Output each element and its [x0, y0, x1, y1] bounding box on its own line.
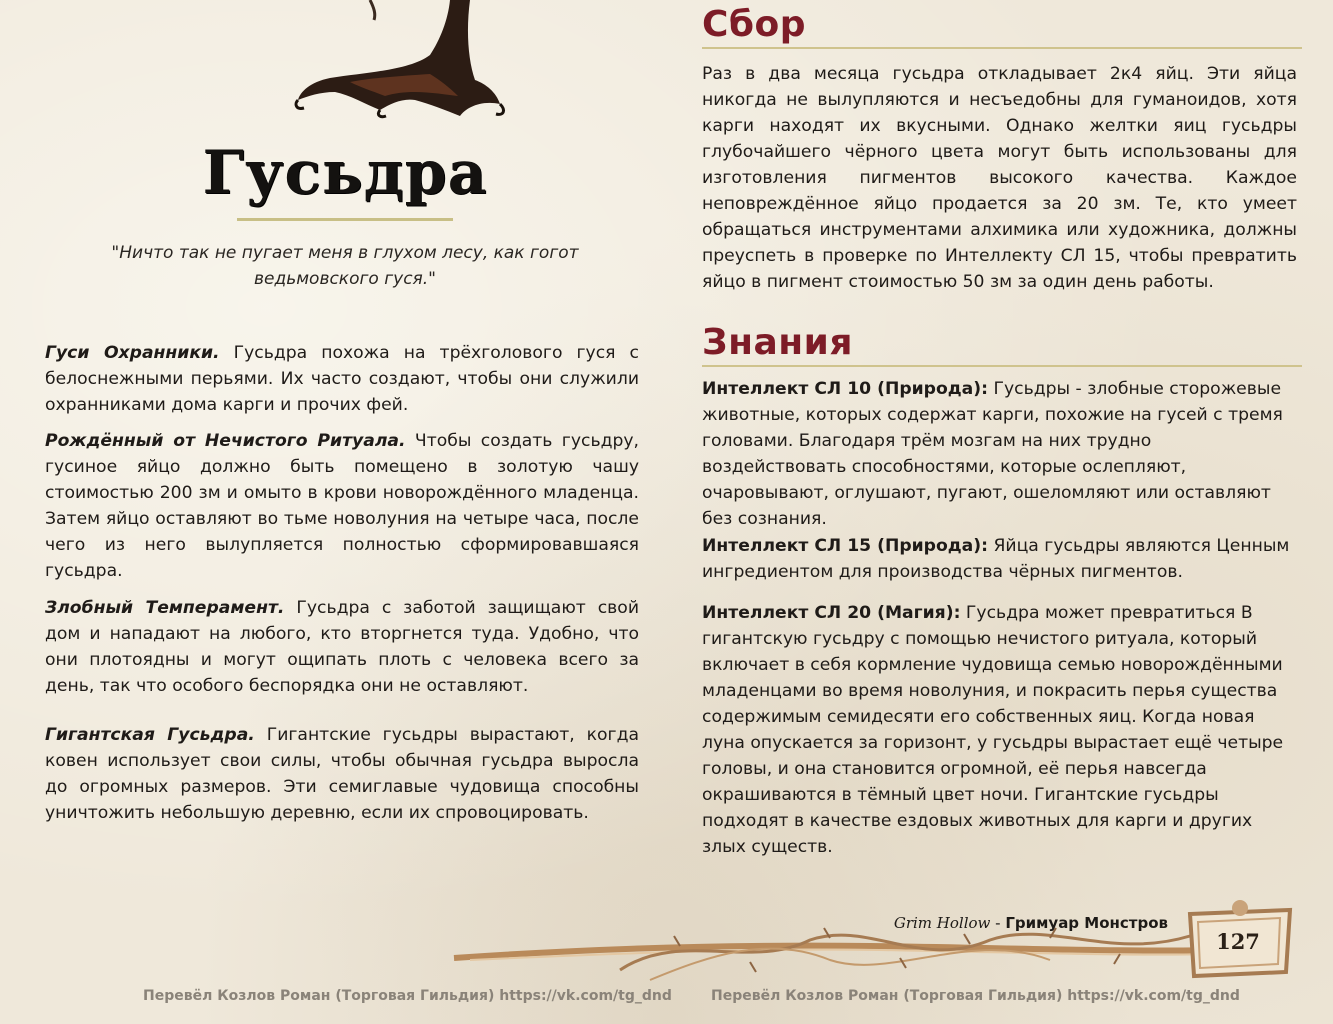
paragraph-vicious-temper — [45, 595, 639, 699]
lore-heading: Знания — [702, 322, 853, 363]
lore-label: Интеллект СЛ 20 (Магия): — [702, 603, 961, 623]
lore-entry-dc10 — [702, 376, 1297, 532]
harvest-text: Раз в два месяца гусьдра откладывает 2к4 яйц. Эти яйца никогда не вылупляются и несъедобны для гуманоидов, хотя карги находят их вкусными. Однако желтки яиц гусьдры глубочайшего чёрного цвета могут быть использованы для изготовления пигментов высокого качества. Каждое неповреждённое яйцо продается за 20 зм. Те, кто умеет обращаться инструментами алхимика или художника, должны преуспеть в проверке по Интеллекту СЛ 15, чтобы превратить яйцо в пигмент стоимостью 50 зм за один день работы. — [702, 64, 1297, 292]
lore-label: Интеллект СЛ 10 (Природа): — [702, 379, 989, 399]
paragraph-text: Гусьдра похожа на трёхголового гуся с белоснежными перьями. Их часто создают, чтобы они служили охранниками дома карги и прочих фей. — [45, 343, 639, 415]
paragraph-label: Рождённый от Нечистого Ритуала. — [45, 431, 406, 451]
harvest-heading-rule — [702, 47, 1302, 49]
title-underline — [237, 218, 453, 221]
paragraph-label: Гуси Охранники. — [45, 343, 220, 363]
page-number: 127 — [1216, 929, 1260, 954]
paragraph-text: Гигантские гусьдры вырастают, когда ковен использует свои силы, чтобы обычная гусьдра выросла до огромных размеров. Эти семиглавые чудовища способны уничтожить небольшую деревню, если их спровоцировать. — [45, 725, 640, 823]
translator-credit-right: Перевёл Козлов Роман (Торговая Гильдия) https://vk.com/tg_dnd — [711, 988, 1240, 1004]
lore-text: Яйца гусьдры являются Ценным ингредиентом для производства чёрных пигментов. — [702, 536, 1290, 582]
creature-illustration — [290, 0, 520, 120]
lore-heading-rule — [702, 365, 1302, 367]
lore-entry-dc20 — [702, 600, 1297, 860]
monster-title: Гусьдра — [202, 138, 488, 208]
paragraph-giant-gooseheads — [45, 722, 639, 826]
footer-book-name: Гримуар Монстров — [1005, 914, 1168, 932]
epigraph-quote: "Ничто так не пугает меня в глухом лесу, как гогот ведьмовского гуся." — [111, 243, 579, 289]
footer-series: Grim Hollow — [893, 914, 991, 932]
harvest-heading: Сбор — [702, 4, 807, 45]
paragraph-guardian-geese — [45, 340, 639, 418]
footer-separator: - — [990, 914, 1006, 932]
lore-label: Интеллект СЛ 15 (Природа): — [702, 536, 989, 556]
lore-entry-dc15 — [702, 533, 1297, 585]
paragraph-label: Гигантская Гусьдра. — [45, 725, 255, 745]
thorn-vine-ornament — [450, 900, 1300, 990]
paragraph-text: Гусьдра с заботой защищают свой дом и нападают на любого, кто вторгнется туда. Удобно, что они плотоядны и могут ощипать плоть с человека всего за день, так что особого беспорядка они не оставляют. — [45, 598, 639, 696]
paragraph-unholy-ritual — [45, 428, 639, 584]
paragraph-label: Злобный Темперамент. — [45, 598, 285, 618]
lore-text: Гусьдра может превратиться В гигантскую гусьдру с помощью нечистого ритуала, который включает в себя кормление чудовища семью новорождёнными младенцами во время новолуния, и покрасить перья существа содержимым семидесяти его собственных яиц. Когда новая луна опускается за горизонт, у гусьдры вырастает ещё четыре головы, и она становится огромной, её перья навсегда окрашиваются в тёмный цвет ночи. Гигантские гусьдры подходят в качестве ездовых животных для карги и других злых существ. — [702, 603, 1284, 857]
paragraph-text: Чтобы создать гусьдру, гусиное яйцо должно быть помещено в золотую чашу стоимостью 200 зм и омыто в крови новорождённого младенца. Затем яйцо оставляют во тьме новолуния на четыре часа, после чего из него вылупляется полностью сформировавшаяся гусьдра. — [45, 431, 640, 581]
translator-credit-left: Перевёл Козлов Роман (Торговая Гильдия) https://vk.com/tg_dnd — [143, 988, 672, 1004]
lore-text: Гусьдры - злобные сторожевые животные, которых содержат карги, похожие на гусей с тремя головами. Благодаря трём мозгам на них трудно воздействовать способностями, которые ослепляют, очаровывают, оглушают, пугают, ошеломляют или оставляют без сознания. — [702, 379, 1283, 529]
